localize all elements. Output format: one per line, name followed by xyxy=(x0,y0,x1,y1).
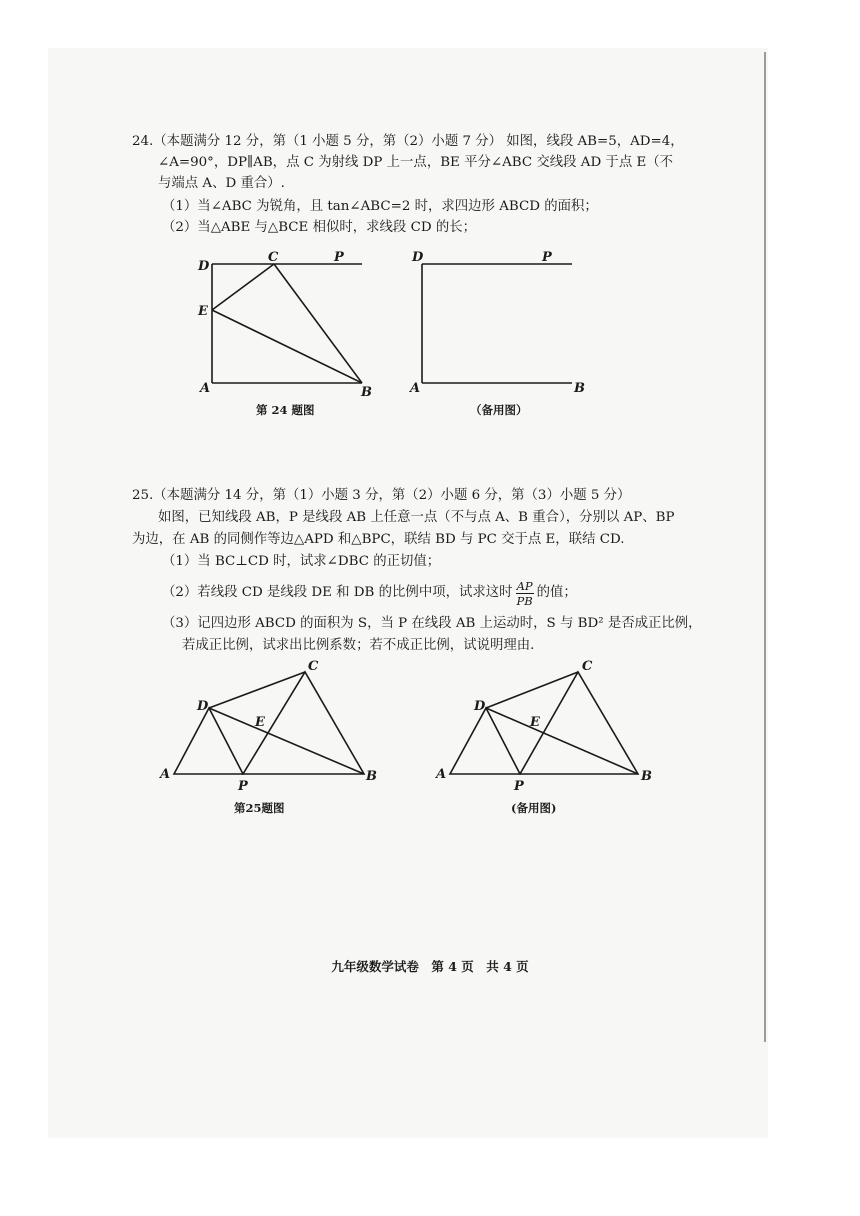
label-c: C xyxy=(308,659,319,674)
q25-caption-spare: (备用图) xyxy=(511,801,557,815)
q25-figure-spare xyxy=(0,650,860,850)
label-d: D xyxy=(412,250,424,265)
segment-bd xyxy=(486,708,638,774)
q25-caption-main: 第25题图 xyxy=(234,801,285,815)
label-p: P xyxy=(514,779,524,794)
q24-line-1: 24.（本题满分 12 分，第（1 小题 5 分，第（2）小题 7 分） 如图，线段 AB=5，AD=4， xyxy=(132,134,684,149)
page-footer: 九年级数学试卷 第 4 页 共 4 页 xyxy=(331,959,529,974)
q25-part-1: （1）当 BC⊥CD 时，试求∠DBC 的正切值； xyxy=(162,554,441,569)
q25-part-2-tail: 的值； xyxy=(536,585,577,600)
label-c: C xyxy=(268,250,279,265)
label-p: P xyxy=(238,779,248,794)
label-a: A xyxy=(436,767,447,782)
q24-caption-spare: （备用图） xyxy=(470,403,528,417)
label-e: E xyxy=(255,715,265,730)
label-e: E xyxy=(198,304,208,319)
label-b: B xyxy=(574,381,585,396)
q25-part-3a: （3）记四边形 ABCD 的面积为 S，当 P 在线段 AB 上运动时，S 与 BD² 是否成正比例， xyxy=(162,616,702,631)
label-d: D xyxy=(198,259,210,274)
label-b: B xyxy=(641,769,652,784)
q25-line-1: 25.（本题满分 14 分，第（1）小题 3 分，第（2）小题 6 分，第（3）小题 5 分） xyxy=(132,488,631,503)
fraction-denominator: PB xyxy=(516,593,533,608)
label-e: E xyxy=(530,715,540,730)
q25-part-2 xyxy=(162,576,577,610)
q24-line-2: ∠A=90°，DP∥AB，点 C 为射线 DP 上一点，BE 平分∠ABC 交线段 AD 于点 E（不 xyxy=(158,155,674,170)
q24-part-1: （1）当∠ABC 为锐角，且 tan∠ABC=2 时，求四边形 ABCD 的面积； xyxy=(162,199,598,214)
label-c: C xyxy=(582,659,593,674)
fraction-numerator: AP xyxy=(516,578,533,593)
label-p: P xyxy=(334,250,344,265)
q25-part-2-text: （2）若线段 CD 是线段 DE 和 DB 的比例中项，试求这时 xyxy=(162,585,513,600)
q24-part-2: （2）当△ABE 与△BCE 相似时，求线段 CD 的长； xyxy=(162,220,476,235)
label-d: D xyxy=(197,699,209,714)
ratio-fraction xyxy=(516,579,534,608)
q25-line-3: 为边，在 AB 的同侧作等边△APD 和△BPC，联结 BD 与 PC 交于点 E，联结 CD. xyxy=(132,532,625,547)
label-p: P xyxy=(542,250,552,265)
q25-part-3b: 若成正比例，试求出比例系数；若不成正比例，试说明理由. xyxy=(182,638,535,653)
label-d: D xyxy=(474,699,486,714)
q24-line-3: 与端点 A、D 重合）. xyxy=(158,176,285,191)
q25-line-2: 如图，已知线段 AB，P 是线段 AB 上任意一点（不与点 A、B 重合），分别以 AP、BP xyxy=(158,510,675,525)
label-a: A xyxy=(410,381,421,396)
label-b: B xyxy=(366,769,377,784)
segment-cd xyxy=(486,672,578,708)
label-b: B xyxy=(361,385,372,400)
label-a: A xyxy=(200,381,211,396)
q24-caption-main: 第 24 题图 xyxy=(256,403,315,417)
label-a: A xyxy=(160,767,171,782)
